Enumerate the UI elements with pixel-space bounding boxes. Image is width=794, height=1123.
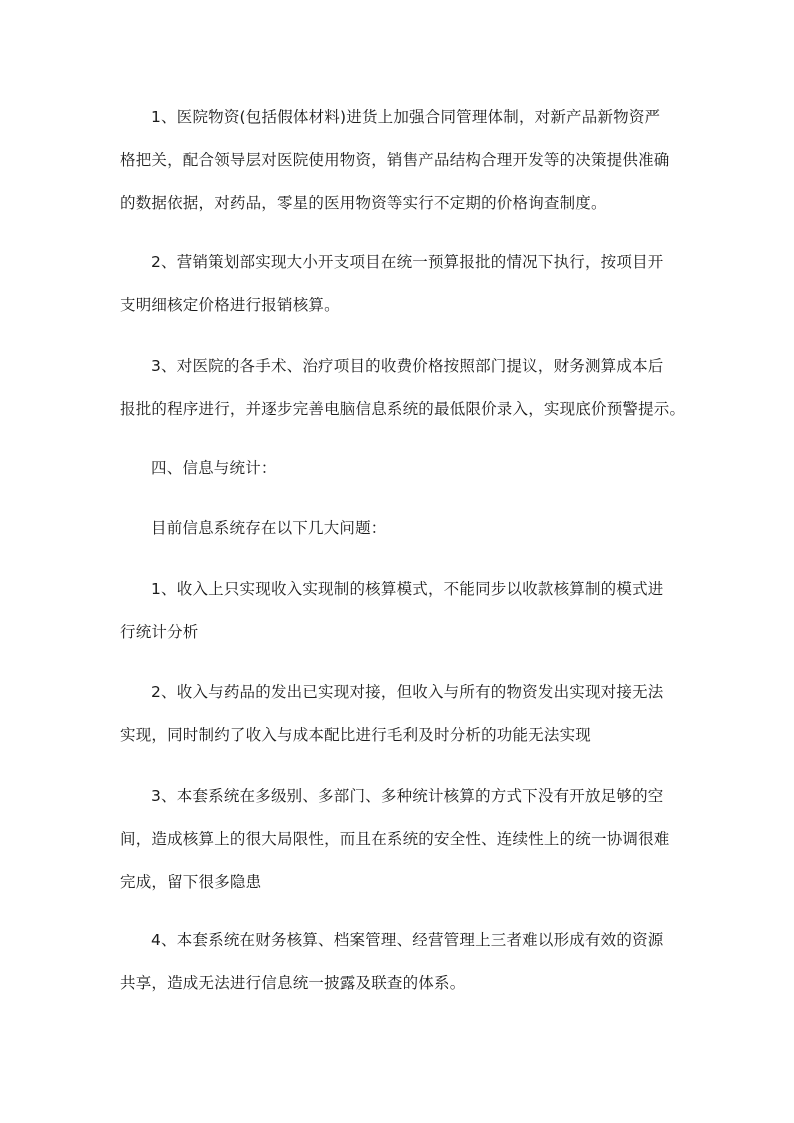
section-heading (120, 447, 680, 490)
paragraph-5 (120, 671, 680, 757)
heading-line: 四、信息与统计： (151, 459, 277, 477)
paragraph-line: 4、本套系统在财务核算、档案管理、经营管理上三者难以形成有效的资源 (151, 931, 664, 949)
paragraph-line: 支明细核定价格进行报销核算。 (120, 296, 340, 314)
paragraph-line: 实现，同时制约了收入与成本配比进行毛利及时分析的功能无法实现 (120, 726, 592, 744)
paragraph-line: 共享，造成无法进行信息统一披露及联查的体系。 (120, 974, 466, 992)
paragraph-4 (120, 568, 680, 654)
paragraph-line: 2、收入与药品的发出已实现对接，但收入与所有的物资发出实现对接无法 (151, 683, 664, 701)
paragraph-intro (120, 507, 680, 550)
paragraph-line: 完成，留下很多隐患 (120, 873, 262, 891)
paragraph-line: 间，造成核算上的很大局限性，而且在系统的安全性、连续性上的统一协调很难 (120, 830, 670, 848)
paragraph-1 (120, 96, 680, 225)
paragraph-line: 目前信息系统存在以下几大问题： (151, 519, 387, 537)
paragraph-2 (120, 241, 680, 327)
paragraph-line: 报批的程序进行，并逐步完善电脑信息系统的最低限价录入，实现底价预警提示。 (120, 400, 686, 418)
paragraph-line: 格把关，配合领导层对医院使用物资，销售产品结构合理开发等的决策提供准确 (120, 151, 670, 169)
paragraph-6 (120, 775, 680, 904)
paragraph-7 (120, 919, 680, 1005)
paragraph-line: 1、医院物资(包括假体材料)进货上加强合同管理体制，对新产品新物资严 (151, 108, 661, 126)
paragraph-line: 的数据依据，对药品，零星的医用物资等实行不定期的价格询查制度。 (120, 194, 607, 212)
paragraph-line: 3、对医院的各手术、治疗项目的收费价格按照部门提议，财务测算成本后 (151, 357, 664, 375)
paragraph-line: 1、收入上只实现收入实现制的核算模式，不能同步以收款核算制的模式进 (151, 580, 664, 598)
paragraph-3 (120, 345, 686, 431)
paragraph-line: 行统计分析 (120, 623, 199, 641)
paragraph-line: 2、营销策划部实现大小开支项目在统一预算报批的情况下执行，按项目开 (151, 253, 664, 271)
paragraph-line: 3、本套系统在多级别、多部门、多种统计核算的方式下没有开放足够的空 (151, 787, 664, 805)
